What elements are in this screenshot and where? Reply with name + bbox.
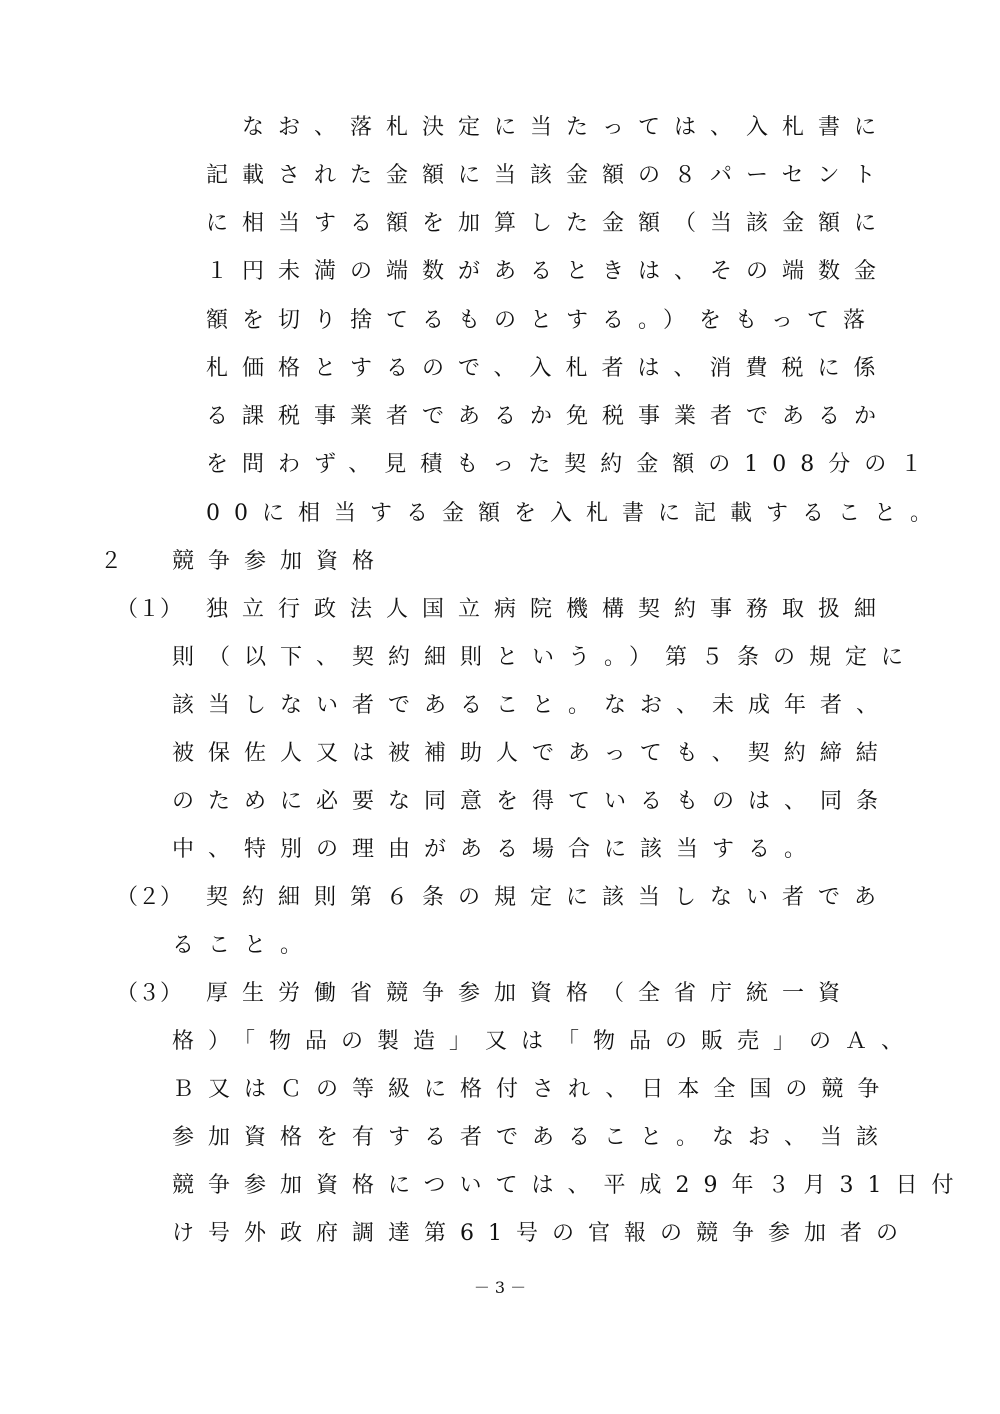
text-line — [0, 930, 1000, 962]
page-number: － 3 － — [473, 1278, 527, 1297]
text-line — [0, 256, 1000, 288]
text-line — [0, 786, 1000, 818]
line-text: １円未満の端数があるときは、その端数金 — [206, 259, 891, 284]
line-text: 参加資格を有する者であること。なお、当該 — [172, 1125, 893, 1150]
line-text: なお、落札決定に当たっては、入札書に — [242, 115, 891, 140]
text-line — [0, 1074, 1000, 1106]
line-text: 額を切り捨てるものとする。）をもって落 — [206, 308, 880, 333]
section-heading — [0, 546, 1000, 578]
text-line — [0, 112, 1000, 144]
line-text: 厚生労働省競争参加資格（全省庁統一資 — [206, 981, 855, 1006]
line-text: Ｂ又はＣの等級に格付され、日本全国の競争 — [172, 1077, 894, 1102]
text-line — [0, 498, 1000, 530]
line-text: 該当しない者であること。なお、未成年者、 — [172, 693, 893, 718]
item-number: （１） — [116, 597, 183, 622]
text-line — [0, 1170, 1000, 1202]
line-text: 被保佐人又は被補助人であっても、契約締結 — [172, 741, 892, 766]
text-line — [0, 1218, 1000, 1250]
text-line — [0, 208, 1000, 240]
line-text: ること。 — [172, 933, 317, 958]
list-item — [0, 594, 1000, 626]
section-number: ２ — [100, 549, 123, 574]
line-text: 則（以下、契約細則という。）第５条の規定に — [172, 645, 918, 670]
line-text: 札価格とするので、入札者は、消費税に係 — [206, 356, 890, 381]
section-title: 競争参加資格 — [172, 549, 389, 574]
line-text: 独立行政法人国立病院機構契約事務取扱細 — [206, 597, 891, 622]
text-line — [0, 449, 1000, 481]
line-text: 中、特別の理由がある場合に該当する。 — [172, 837, 821, 862]
line-text: 記載された金額に当該金額の８パーセント — [206, 163, 890, 188]
text-line — [0, 690, 1000, 722]
list-item — [0, 882, 1000, 914]
text-line — [0, 738, 1000, 770]
text-line — [0, 401, 1000, 433]
text-line — [0, 305, 1000, 337]
item-number: （３） — [116, 981, 183, 1006]
line-text: に相当する額を加算した金額（当該金額に — [206, 211, 891, 236]
text-line — [0, 1026, 1000, 1058]
line-text: 契約細則第６条の規定に該当しない者であ — [206, 885, 891, 910]
item-number: （２） — [116, 885, 183, 910]
line-text: 00に相当する金額を入札書に記載すること。 — [206, 501, 946, 526]
line-text: け号外政府調達第61号の官報の競争参加者の — [172, 1221, 912, 1246]
text-line — [0, 834, 1000, 866]
list-item — [0, 978, 1000, 1010]
line-text: る課税事業者であるか免税事業者であるか — [206, 404, 891, 429]
text-line — [0, 160, 1000, 192]
line-text: を問わず、見積もった契約金額の108分の１ — [206, 452, 937, 477]
text-line — [0, 1122, 1000, 1154]
line-text: 格）「物品の製造」又は「物品の販売」のＡ、 — [172, 1029, 918, 1054]
text-line — [0, 642, 1000, 674]
line-text: のために必要な同意を得ているものは、同条 — [172, 789, 893, 814]
line-text: 競争参加資格については、平成29年３月31日付 — [172, 1173, 968, 1198]
text-line — [0, 353, 1000, 385]
